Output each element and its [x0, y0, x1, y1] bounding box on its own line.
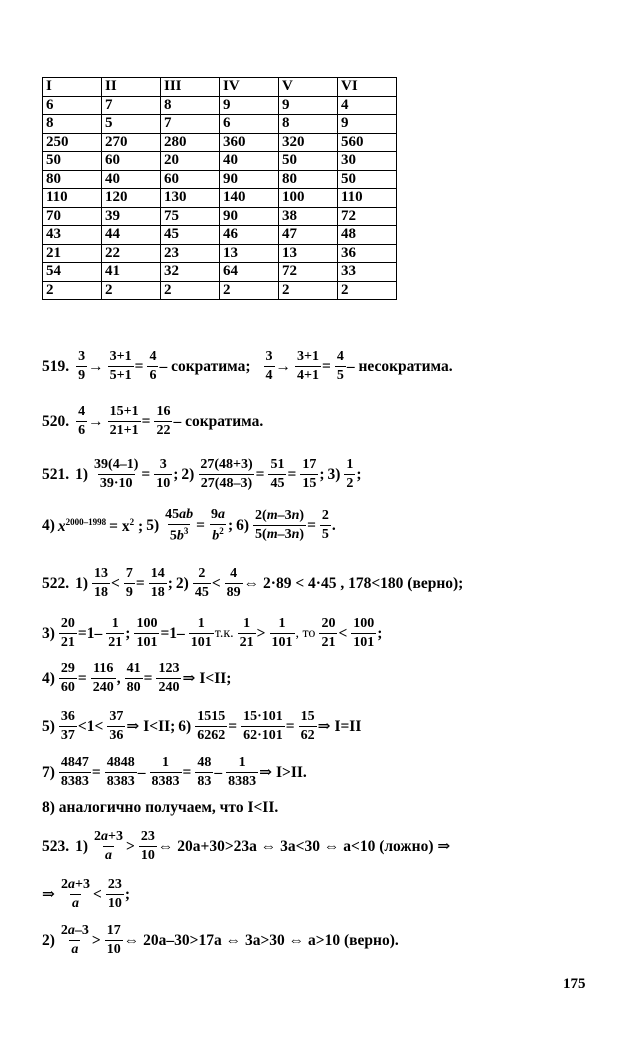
item-label: 4) [42, 517, 55, 535]
table-row [43, 263, 397, 282]
table-cell: 360 [220, 133, 279, 152]
problem-523-line1: 523. 1) 2a+3 a > 23 10 ⇔ 20a+30>23a ⇔ 3a<30 ⇔ a<10 (ложно) ⇒ [42, 829, 451, 863]
table-cell: V [279, 78, 338, 97]
item-label: 5) [42, 717, 55, 735]
table-cell: 2 [102, 281, 161, 300]
table-cell: 9 [338, 115, 397, 134]
table-cell: 8 [161, 96, 220, 115]
variable: x [57, 517, 66, 535]
table-cell: 48 [338, 226, 397, 245]
table-row [43, 207, 397, 226]
problem-521-line1: 521. 1) $\frac{39(4-1)}{39\cdot 10}$ = $\frac{3}{10}$ ; 2) $\frac{27(48+3)}{27(48-3)}$ = $\frac{51}{45}$ = $\frac{17}{15}$ ; 3) 1 2 ; [42, 457, 362, 491]
table-cell: 45 [161, 226, 220, 245]
table-cell: 9 [279, 96, 338, 115]
problem-522-line3: 4) $\frac{29}{60}$ = $\frac{116}{240}$ , $\frac{41}{80}$ = $\frac{123}{240}$ ⇒ I<II; [42, 661, 232, 695]
problem-519: 519. 3 9 → $\frac{3+1}{5+1}$ = $\frac{4}{6}$ – сократима; 3 4 → $\frac{3+1}{4+1}$ = $\frac{4}{5}$ – несократима. [42, 349, 453, 383]
table-cell: 6 [220, 115, 279, 134]
table-cell: 7 [161, 115, 220, 134]
item-label: 3) [327, 465, 341, 483]
problem-522-line5: 7) $\frac{4847}{8383}$ = $\frac{4848}{8383}$ – $\frac{1}{8383}$ = $\frac{48}{83}$ – 1 8383 ⇒ I>II. [42, 755, 307, 789]
note: т.к. [214, 625, 234, 641]
table-cell: 13 [220, 244, 279, 263]
table-cell: 80 [43, 170, 102, 189]
table-cell: 30 [338, 152, 397, 171]
table-cell: 38 [279, 207, 338, 226]
table-cell: 5 [102, 115, 161, 134]
problem-520: 520. 4 6 → $\frac{15+1}{21+1}$ = $\frac{16}{22}$ – сократима. [42, 404, 264, 438]
table-row [43, 244, 397, 263]
problem-522-line1: 522. 1) 13 18 < $\frac{7}{9}$ = $\frac{14}{18}$ ; 2) 2 45 < 4 89 ⇔ 2·89 < 4·45 , 178<180 (верно); [42, 566, 464, 600]
table-cell: 2 [338, 281, 397, 300]
table-row [43, 170, 397, 189]
table-cell: 50 [43, 152, 102, 171]
table-cell: 9 [220, 96, 279, 115]
table-cell: 36 [338, 244, 397, 263]
table-row [43, 226, 397, 245]
table-cell: 41 [102, 263, 161, 282]
table-cell: 21 [43, 244, 102, 263]
table-cell: 46 [220, 226, 279, 245]
problem-521-line2: 4) $x^{2000-1998}$ = $x^2$ ; 5) $\frac{45ab}{5b^3}$ = $\frac{9a}{b^2}$ ; 6) $\frac{2(m-3n)}{5(m-3n)}$ = $\frac{2}{5}$ . [42, 507, 336, 544]
note: – сократима. [173, 412, 264, 430]
table-cell: 40 [220, 152, 279, 171]
note: – сократима; [159, 357, 251, 375]
table-cell: 8 [43, 115, 102, 134]
problem-522-line6: 8) аналогично получаем, что I<II. [42, 799, 279, 816]
item-label: 2) [181, 465, 195, 483]
table-cell: 130 [161, 189, 220, 208]
table-cell: 2 [220, 281, 279, 300]
table-cell: 72 [279, 263, 338, 282]
item-label: 7) [42, 763, 55, 781]
rhs: = x [109, 517, 130, 535]
table-cell: 60 [102, 152, 161, 171]
table-cell: 60 [161, 170, 220, 189]
conclusion: ⇒ I=II [317, 717, 362, 735]
answers-table [42, 77, 397, 300]
table-cell: 560 [338, 133, 397, 152]
problem-523-line2: ⇒ 2a+3 a < 23 10 ; [42, 877, 130, 911]
table-cell: 72 [338, 207, 397, 226]
table-cell: 110 [338, 189, 397, 208]
table-cell: 33 [338, 263, 397, 282]
table-cell: 110 [43, 189, 102, 208]
table-cell: 40 [102, 170, 161, 189]
table-header-row [43, 78, 397, 97]
table-cell: 50 [338, 170, 397, 189]
table-cell: 90 [220, 170, 279, 189]
conclusion: ⇒ I<II; [126, 717, 176, 735]
table-cell: 2 [43, 281, 102, 300]
table-cell: 54 [43, 263, 102, 282]
table-cell: 22 [102, 244, 161, 263]
table-cell: 2 [161, 281, 220, 300]
exponent: 2000–1998 [65, 516, 107, 527]
note: ⇔ 20a+30>23a ⇔ 3a<30 ⇔ a<10 (ложно) ⇒ [157, 837, 451, 855]
item-label: 3) [42, 624, 55, 642]
note: , то [295, 625, 316, 641]
problem-number: 521. [42, 465, 70, 483]
table-row [43, 189, 397, 208]
table-row [43, 281, 397, 300]
conclusion: ⇒ I<II; [182, 669, 232, 687]
item-label: 6) [236, 517, 250, 535]
table-cell: 20 [161, 152, 220, 171]
table-cell: 270 [102, 133, 161, 152]
table-cell: 39 [102, 207, 161, 226]
table-row [43, 133, 397, 152]
table-cell: 280 [161, 133, 220, 152]
table-cell: III [161, 78, 220, 97]
table-cell: 75 [161, 207, 220, 226]
problem-number: 523. [42, 837, 70, 855]
table-cell: 4 [338, 96, 397, 115]
table-cell: 47 [279, 226, 338, 245]
table-cell: 80 [279, 170, 338, 189]
table-cell: 120 [102, 189, 161, 208]
table-cell: II [102, 78, 161, 97]
page-number: 175 [563, 976, 586, 992]
table-cell: 100 [279, 189, 338, 208]
item-label: 2) [175, 574, 189, 592]
table-cell: 13 [279, 244, 338, 263]
table-cell: VI [338, 78, 397, 97]
table-cell: IV [220, 78, 279, 97]
problem-522-line4: 5) 36 37 <1< 37 36 ⇒ I<II; 6) $\frac{1515}{6262}$ = $\frac{15\cdot 101}{62\cdot 101}$ = $\frac{15}{62}$ ⇒ I=II [42, 709, 362, 743]
table-cell: 250 [43, 133, 102, 152]
table-cell: 90 [220, 207, 279, 226]
problem-522-line2: 3) $\frac{20}{21}$ =1– 1 21 ; $\frac{100}{101}$ =1– 1 101 т.к. 1 21 > 1 101 , то 20 21 < 100 101 ; [42, 616, 383, 650]
item-label: 5) [146, 517, 160, 535]
table-cell: I [43, 78, 102, 97]
note: ⇔ 2·89 < 4·45 , 178<180 (верно); [243, 574, 464, 592]
table-cell: 8 [279, 115, 338, 134]
problem-523-line3: 2) 2a–3 a > 17 10 ⇔ 20a–30>17a ⇔ 3a>30 ⇔ a>10 (верно). [42, 923, 399, 957]
table-cell: 50 [279, 152, 338, 171]
table-row [43, 115, 397, 134]
table-cell: 44 [102, 226, 161, 245]
exponent: 2 [129, 516, 135, 527]
problem-number: 522. [42, 574, 70, 592]
item-label: 6) [178, 717, 192, 735]
table-cell: 140 [220, 189, 279, 208]
table-cell: 23 [161, 244, 220, 263]
table-cell: 32 [161, 263, 220, 282]
table-cell: 320 [279, 133, 338, 152]
note: ⇔ 20a–30>17a ⇔ 3a>30 ⇔ a>10 (верно). [123, 931, 399, 949]
table-cell: 64 [220, 263, 279, 282]
table-row [43, 152, 397, 171]
item-label: 1) [75, 837, 89, 855]
table-cell: 43 [43, 226, 102, 245]
table-cell: 70 [43, 207, 102, 226]
problem-number: 520. [42, 412, 70, 430]
table-cell: 2 [279, 281, 338, 300]
item-label: 4) [42, 669, 55, 687]
note: – несократима. [346, 357, 453, 375]
problem-number: 519. [42, 357, 70, 375]
item-label: 2) [42, 931, 55, 949]
table-row [43, 96, 397, 115]
table-cell: 6 [43, 96, 102, 115]
implies-arrow: ⇒ [42, 885, 55, 903]
table-cell: 7 [102, 96, 161, 115]
item-label: 1) [75, 574, 89, 592]
item-label: 1) [75, 465, 89, 483]
conclusion: ⇒ I>II. [259, 763, 307, 781]
